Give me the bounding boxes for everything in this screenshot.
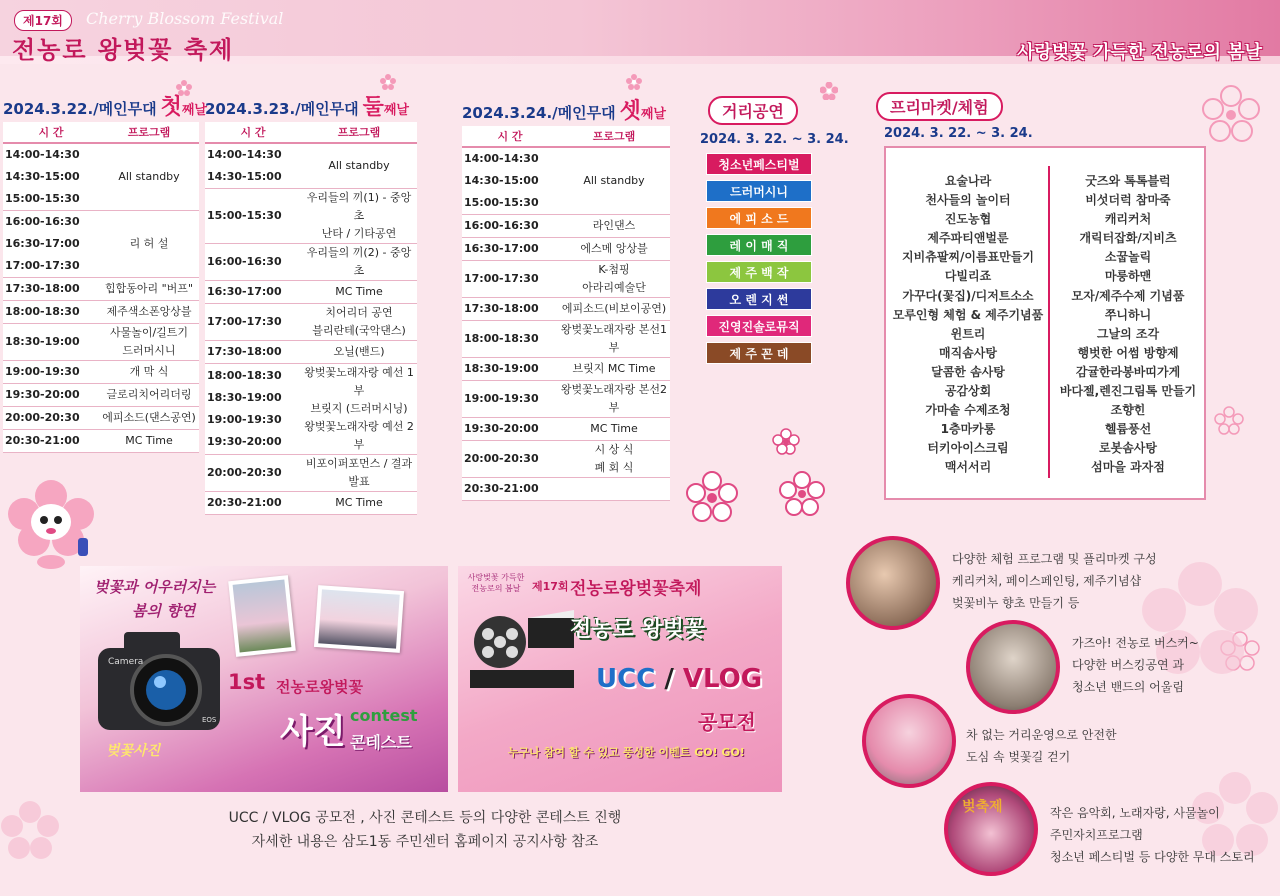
schedule-program: 리 허 설 xyxy=(99,211,199,278)
time-col-header: 시 간 xyxy=(205,122,301,143)
free-market-vendor: 로봇솜사탕 xyxy=(1099,441,1157,456)
schedule-time xyxy=(462,215,558,238)
schedule-program: MC Time xyxy=(301,492,417,515)
free-market-vendor: 다빌리죠 xyxy=(944,269,992,284)
time-slot: 16:30-17:00 xyxy=(5,237,80,250)
schedule-program: MC Time xyxy=(301,281,417,304)
free-market-vendor: 헬륨풍선 xyxy=(1104,422,1152,437)
blossom-icon xyxy=(772,428,800,456)
schedule-row xyxy=(3,430,199,453)
ucc-banner-tagline-2: 전농로의 봄날 xyxy=(471,584,521,593)
schedule-row xyxy=(462,215,670,238)
time-slot: 14:30-15:00 xyxy=(207,170,282,183)
schedule-time xyxy=(205,364,301,455)
photo-banner-name: 전농로왕벚꽃 xyxy=(276,678,363,696)
schedule-time xyxy=(462,298,558,321)
schedule-program: 에피소드(비보이공연) xyxy=(558,298,670,321)
ucc-banner-tagline-1: 사랑벚꽃 가득한 xyxy=(467,573,525,582)
time-slot: 19:00-19:30 xyxy=(464,392,539,405)
schedule-time xyxy=(3,143,99,211)
schedule-row xyxy=(3,361,199,384)
schedule-program: 치어리더 공연 블리란테(국악댄스) xyxy=(301,304,417,341)
free-market-vendor: 모자/제주수제 기념품 xyxy=(1071,288,1185,303)
schedule-row xyxy=(462,261,670,298)
time-slot: 20:00-20:30 xyxy=(464,452,539,465)
day1-date: 2024.3.22./메인무대 xyxy=(3,100,157,118)
schedule-row xyxy=(462,418,670,441)
free-market-vendor: 지비츄팔찌/이름표만들기 xyxy=(902,250,1034,265)
photo-banner-subtitle: 콘테스트 xyxy=(350,733,412,752)
time-slot: 16:00-16:30 xyxy=(5,215,80,228)
camera-icon xyxy=(94,624,224,736)
schedule-program: 비포이퍼포먼스 / 결과발표 xyxy=(301,455,417,492)
free-market-vendor: 달콤한 솜사탕 xyxy=(931,364,1005,379)
photo-banner-script-bottom: 봄의 향연 xyxy=(132,602,196,620)
time-slot: 17:00-17:30 xyxy=(5,259,80,272)
schedule-time xyxy=(3,361,99,384)
time-slot: 20:30-21:00 xyxy=(207,496,282,509)
schedule-time xyxy=(205,304,301,341)
schedule-time xyxy=(462,441,558,478)
schedule-row xyxy=(3,211,199,278)
schedule-row xyxy=(205,281,417,304)
free-market-title: 프리마켓/체험 xyxy=(876,92,1003,121)
schedule-time xyxy=(462,381,558,418)
schedule-program: 오닐(밴드) xyxy=(301,341,417,364)
free-market-vendor: 마룽하맨 xyxy=(1104,269,1152,284)
blossom-outline-icon xyxy=(684,470,740,526)
schedule-program: 시 상 식 폐 회 식 xyxy=(558,441,670,478)
schedule-time xyxy=(205,244,301,281)
free-market-vendor: 공감상회 xyxy=(944,384,992,399)
street-performance-item: 청소년페스티벌 xyxy=(706,153,812,175)
mascot-illustration xyxy=(6,478,96,570)
schedule-time xyxy=(205,492,301,515)
schedule-row xyxy=(462,321,670,358)
schedule-time xyxy=(205,143,301,189)
time-slot: 18:00-18:30 xyxy=(5,305,80,318)
schedule-row xyxy=(205,341,417,364)
busking-photo xyxy=(966,620,1060,714)
street-performance-item: 제 주 백 작 xyxy=(706,261,812,283)
schedule-program xyxy=(558,478,670,501)
free-market-vendor: 바다젤,렌진그림톡 만들기 xyxy=(1059,384,1197,399)
schedule-time xyxy=(3,324,99,361)
time-slot: 14:00-14:30 xyxy=(207,148,282,161)
photo-banner-contest-en: contest xyxy=(350,706,418,725)
schedule-program: 힙합동아리 "버프" xyxy=(99,278,199,301)
free-market-vendor: 가꾸다(꽃집)/디저트소소 xyxy=(902,288,1034,303)
stage-story-photo xyxy=(944,782,1038,876)
english-title: Cherry Blossom Festival xyxy=(86,9,284,28)
time-slot: 20:30-21:00 xyxy=(464,482,539,495)
free-market-vendor: 터키아이스크림 xyxy=(927,441,1009,456)
experience-program-photo xyxy=(846,536,940,630)
photo-banner-edition: 1st xyxy=(228,670,266,694)
schedule-row xyxy=(205,244,417,281)
time-slot: 19:30-20:00 xyxy=(464,422,539,435)
free-market-vendor: 비섯더럭 참마죽 xyxy=(1085,193,1171,208)
highlight-stage xyxy=(1050,802,1274,868)
photo-sign-text: 벚축제 xyxy=(962,799,1003,815)
street-performance-list xyxy=(706,153,812,369)
schedule-row xyxy=(3,143,199,211)
time-slot: 14:30-15:00 xyxy=(464,174,539,187)
schedule-row xyxy=(205,304,417,341)
time-slot: 19:30-20:00 xyxy=(207,435,282,448)
schedule-time xyxy=(462,358,558,381)
schedule-program: 에피소드(댄스공연) xyxy=(99,407,199,430)
free-market-range: 2024. 3. 22. ~ 3. 24. xyxy=(884,126,1033,141)
time-slot: 18:30-19:00 xyxy=(5,335,80,348)
schedule-row xyxy=(462,381,670,418)
day2-ordinal-suffix: 째날 xyxy=(383,103,409,118)
schedule-program: 우리들의 끼(1) - 중앙초 난타 / 기타공연 xyxy=(301,189,417,244)
highlight-line: 차 없는 거리운영으로 안전한 xyxy=(966,728,1117,742)
schedule-row xyxy=(3,384,199,407)
schedule-program: 글로리치어리더링 xyxy=(99,384,199,407)
schedule-program: 라인댄스 xyxy=(558,215,670,238)
schedule-row xyxy=(3,301,199,324)
schedule-time xyxy=(462,321,558,358)
time-slot: 18:00-18:30 xyxy=(207,369,282,382)
schedule-time xyxy=(3,384,99,407)
schedule-program: 왕벚꽃노래자랑 예선 1부 브릿지 (드러머시닝) 왕벚꽃노래자랑 예선 2부 xyxy=(301,364,417,455)
schedule-row xyxy=(462,298,670,321)
contest-caption-line-2: 자세한 내용은 삼도1동 주민센터 홈페이지 공지사항 참조 xyxy=(251,834,599,850)
free-market-vendor: 맥서서리 xyxy=(944,460,992,475)
schedule-program: All standby xyxy=(99,143,199,211)
schedule-row xyxy=(3,324,199,361)
highlight-line: 작은 음악회, 노래자랑, 사물놀이 xyxy=(1050,806,1220,820)
ucc-banner-edition: 제17회 xyxy=(532,580,569,593)
time-slot: 14:00-14:30 xyxy=(5,148,80,161)
free-market-vendor: 모루인형 체험 & 제주기념품 xyxy=(892,307,1044,322)
camera-lens-label: EOS xyxy=(202,716,217,724)
schedule-program: 사물놀이/길트기 드러머시니 xyxy=(99,324,199,361)
schedule-time xyxy=(462,478,558,501)
highlight-line: 가즈아! 전농로 버스커~ xyxy=(1072,636,1199,650)
camera-label: Camera xyxy=(108,657,144,667)
free-market-vendor: 진도농협 xyxy=(944,212,992,227)
blossom-photo-1 xyxy=(228,575,296,657)
schedule-row xyxy=(3,278,199,301)
day3-date: 2024.3.24./메인무대 xyxy=(462,104,616,122)
film-reel-icon xyxy=(466,606,578,692)
time-slot: 20:00-20:30 xyxy=(5,411,80,424)
time-slot: 16:30-17:00 xyxy=(207,285,282,298)
festival-title: 전농로 왕벚꽃 축제 xyxy=(12,36,235,64)
free-market-vendor: 굿즈와 톡톡블럭 xyxy=(1085,174,1171,188)
ucc-banner-ucc-vlog xyxy=(596,664,762,694)
free-market-vendor: 매직솜사탕 xyxy=(939,345,997,360)
schedule-program: All standby xyxy=(301,143,417,189)
day2-date: 2024.3.23./메인무대 xyxy=(205,100,359,118)
time-slot: 18:00-18:30 xyxy=(464,332,539,345)
street-performance-item: 진영진솔로뮤직 xyxy=(706,315,812,337)
free-market-vendor: 개릭터잡화/지비츠 xyxy=(1079,231,1177,246)
schedule-time xyxy=(3,278,99,301)
schedule-time xyxy=(205,281,301,304)
schedule-time xyxy=(3,301,99,324)
time-col-header: 시 간 xyxy=(3,122,99,143)
schedule-program: 개 막 식 xyxy=(99,361,199,384)
day3-header xyxy=(462,94,666,125)
schedule-row xyxy=(205,364,417,455)
schedule-row xyxy=(3,407,199,430)
time-slot: 15:00-15:30 xyxy=(207,209,282,222)
schedule-program: All standby xyxy=(558,147,670,215)
free-market-box xyxy=(884,146,1206,500)
blossom-bg-icon xyxy=(0,800,60,860)
day3-ordinal-suffix: 째날 xyxy=(640,107,666,122)
photo-banner-script-side: 벚꽃사진 xyxy=(106,743,161,759)
time-slot: 15:00-15:30 xyxy=(464,196,539,209)
time-slot: 17:30-18:00 xyxy=(464,302,539,315)
free-market-vendor: 제주파티앤벌룬 xyxy=(927,231,1009,246)
schedule-time xyxy=(205,341,301,364)
day2-header xyxy=(205,90,409,121)
time-slot: 17:00-17:30 xyxy=(464,272,539,285)
schedule-row xyxy=(462,147,670,215)
free-market-vendor: 천사들의 놀이터 xyxy=(925,193,1011,208)
time-slot: 19:00-19:30 xyxy=(5,365,80,378)
free-market-left-column xyxy=(888,172,1048,478)
ucc-banner-ucc: UCC xyxy=(596,664,656,694)
highlight-line: 다양한 버스킹공연 과 xyxy=(1072,658,1184,672)
time-slot: 16:00-16:30 xyxy=(207,255,282,268)
schedule-time xyxy=(3,407,99,430)
blossom-outline-icon xyxy=(1214,406,1244,436)
schedule-program: MC Time xyxy=(99,430,199,453)
schedule-program: 브릿지 MC Time xyxy=(558,358,670,381)
free-market-vendor: 쭈니하니 xyxy=(1104,307,1152,322)
day3-ordinal: 셋 xyxy=(619,99,641,124)
ucc-banner-vlog: VLOG xyxy=(682,664,763,694)
car-free-street-photo xyxy=(862,694,956,788)
free-market-vendor: 섬마을 과자점 xyxy=(1091,460,1165,475)
edition-badge: 제17회 xyxy=(14,10,72,31)
time-slot: 19:00-19:30 xyxy=(207,413,282,426)
time-slot: 16:00-16:30 xyxy=(464,219,539,232)
blossom-photo-2 xyxy=(314,585,404,653)
highlight-line: 주민자치프로그램 xyxy=(1050,828,1143,842)
schedule-time xyxy=(462,147,558,215)
free-market-vendor: 소꿉놀릭 xyxy=(1104,250,1152,265)
time-slot: 17:30-18:00 xyxy=(207,345,282,358)
festival-slogan: 사랑벚꽃 가득한 전농로의 봄날 xyxy=(1017,42,1262,63)
blossom-icon xyxy=(820,82,838,100)
schedule-row xyxy=(205,492,417,515)
highlight-line: 청소년 페스티벌 등 다양한 무대 스토리 xyxy=(1050,850,1255,864)
free-market-vendor: 윈트리 xyxy=(950,326,986,341)
ucc-banner-festival: 전농로왕벚꽃축제 xyxy=(570,579,702,599)
day1-header xyxy=(3,90,207,121)
schedule-row xyxy=(205,189,417,244)
program-col-header: 프로그램 xyxy=(301,122,417,143)
column-divider xyxy=(1048,166,1050,478)
time-slot: 15:00-15:30 xyxy=(5,192,80,205)
photo-contest-banner[interactable] xyxy=(80,566,448,792)
schedule-row xyxy=(462,358,670,381)
street-performance-item: 제 주 꼰 데 xyxy=(706,342,812,364)
blossom-outline-icon xyxy=(778,470,826,518)
highlight-line: 청소년 밴드의 어울림 xyxy=(1072,680,1184,694)
free-market-vendor: 캐리커처 xyxy=(1104,212,1152,227)
free-market-vendor: 그날의 조각 xyxy=(1096,326,1160,341)
schedule-time xyxy=(462,238,558,261)
photo-banner-title: 사진 xyxy=(280,712,346,752)
time-slot: 16:30-17:00 xyxy=(464,242,539,255)
time-slot: 18:30-19:00 xyxy=(464,362,539,375)
day1-ordinal: 첫 xyxy=(160,95,182,120)
schedule-row xyxy=(205,143,417,189)
schedule-time xyxy=(205,455,301,492)
program-col-header: 프로그램 xyxy=(558,126,670,147)
schedule-time xyxy=(462,418,558,441)
highlight-line: 다양한 체험 프로그램 및 플리마켓 구성 xyxy=(952,552,1157,566)
blossom-icon xyxy=(380,74,396,90)
schedule-program: 왕벚꽃노래자랑 본선1부 xyxy=(558,321,670,358)
highlight-experience xyxy=(952,548,1192,614)
free-market-vendor: 조향힌 xyxy=(1110,403,1146,418)
schedule-row xyxy=(462,441,670,478)
time-slot: 17:30-18:00 xyxy=(5,282,80,295)
street-performance-item: 에 피 소 드 xyxy=(706,207,812,229)
ucc-banner-slash: / xyxy=(664,664,674,694)
schedule-time xyxy=(3,430,99,453)
day2-schedule-table xyxy=(205,122,417,515)
day1-ordinal-suffix: 째날 xyxy=(181,103,207,118)
day1-schedule-table xyxy=(3,122,199,453)
ucc-banner-title: 공모전 xyxy=(698,710,756,734)
street-performance-range: 2024. 3. 22. ~ 3. 24. xyxy=(700,132,849,147)
photo-banner-script-top: 벚꽃과 어우러지는 xyxy=(94,578,216,596)
schedule-row xyxy=(205,455,417,492)
time-slot: 17:00-17:30 xyxy=(207,315,282,328)
blossom-icon xyxy=(626,74,642,90)
street-performance-title: 거리공연 xyxy=(708,96,798,125)
contest-caption xyxy=(205,806,645,854)
free-market-vendor: 가마솥 수제조청 xyxy=(925,403,1011,418)
time-slot: 14:30-15:00 xyxy=(5,170,80,183)
free-market-vendor: 요술나라 xyxy=(944,174,992,188)
contest-caption-line-1: UCC / VLOG 공모전 , 사진 콘테스트 등의 다양한 콘테스트 진행 xyxy=(228,810,622,826)
ucc-vlog-banner[interactable] xyxy=(458,566,782,792)
free-market-vendor: 1층마카롱 xyxy=(940,422,996,437)
schedule-program: K-첨핑 아라리예술단 xyxy=(558,261,670,298)
time-slot: 14:00-14:30 xyxy=(464,152,539,165)
highlight-line: 벚꽃비누 향초 만들기 등 xyxy=(952,596,1080,610)
schedule-program: 왕벚꽃노래자랑 본선2부 xyxy=(558,381,670,418)
time-slot: 20:00-20:30 xyxy=(207,466,282,479)
schedule-row xyxy=(462,478,670,501)
street-performance-item: 드러머시니 xyxy=(706,180,812,202)
blossom-outline-icon xyxy=(1200,84,1262,146)
time-col-header: 시 간 xyxy=(462,126,558,147)
schedule-program: 우리들의 끼(2) - 중앙초 xyxy=(301,244,417,281)
schedule-program: 제주색소폰앙상블 xyxy=(99,301,199,324)
free-market-vendor: 감귤한라봉바띠가게 xyxy=(1075,364,1181,379)
schedule-time xyxy=(205,189,301,244)
street-performance-item: 레 이 매 직 xyxy=(706,234,812,256)
schedule-program: MC Time xyxy=(558,418,670,441)
ucc-banner-name: 전농로 왕벚꽃 xyxy=(570,617,706,642)
schedule-program: 에스메 앙상블 xyxy=(558,238,670,261)
highlight-car-free xyxy=(966,724,1166,768)
free-market-vendor: 행벗한 어썸 방향제 xyxy=(1077,345,1179,360)
day3-schedule-table xyxy=(462,126,670,501)
highlight-line: 도심 속 벚꽃길 걷기 xyxy=(966,750,1071,764)
ucc-banner-slogan: 누구나 참여 할 수 있고 풍성한 이벤트 GO! GO! xyxy=(508,746,745,759)
schedule-row xyxy=(462,238,670,261)
highlight-line: 케리커처, 페이스페인팅, 제주기념샵 xyxy=(952,574,1142,588)
time-slot: 20:30-21:00 xyxy=(5,434,80,447)
ucc-banner-tagline xyxy=(466,572,526,594)
program-col-header: 프로그램 xyxy=(99,122,199,143)
schedule-time xyxy=(462,261,558,298)
day2-ordinal: 둘 xyxy=(362,95,384,120)
time-slot: 19:30-20:00 xyxy=(5,388,80,401)
schedule-time xyxy=(3,211,99,278)
time-slot: 18:30-19:00 xyxy=(207,391,282,404)
free-market-right-column xyxy=(1052,172,1204,478)
street-performance-item: 오 렌 지 썬 xyxy=(706,288,812,310)
highlight-busking xyxy=(1072,632,1272,698)
